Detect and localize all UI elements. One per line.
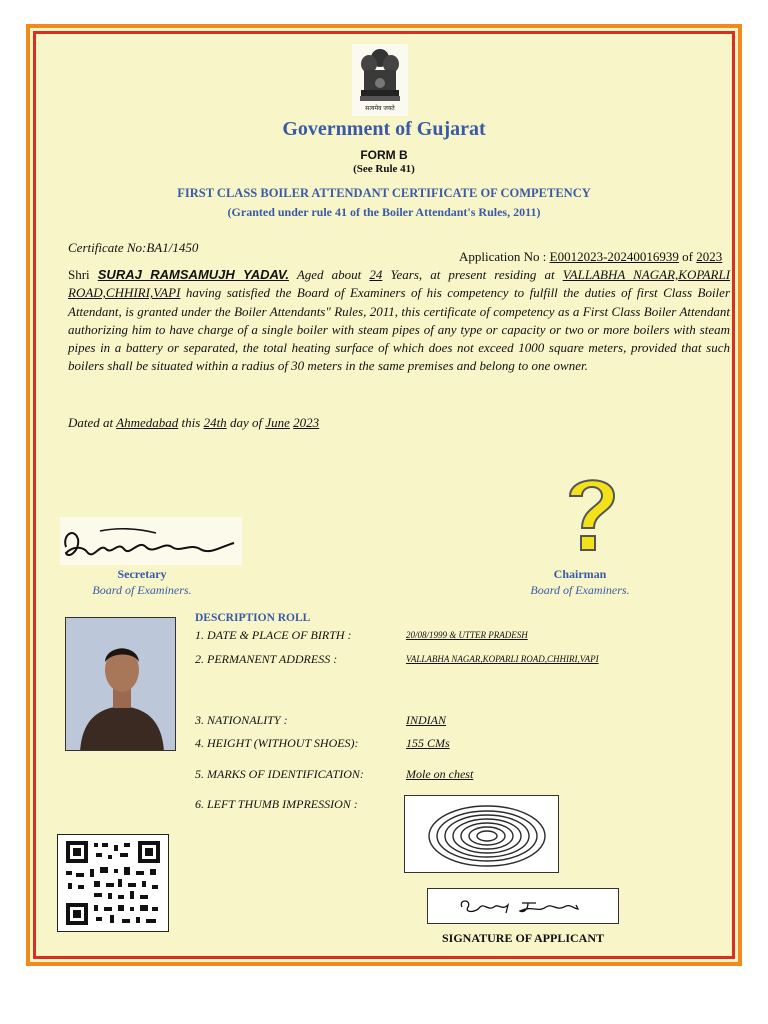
rule-reference: (See Rule 41) bbox=[353, 163, 415, 175]
application-year: 2023 bbox=[696, 249, 723, 264]
roll-value-birth: 20/08/1999 & UTTER PRADESH bbox=[406, 630, 528, 640]
chairman-title: Chairman bbox=[553, 567, 607, 581]
page-title: Government of Gujarat bbox=[282, 118, 486, 140]
question-mark-icon bbox=[556, 470, 626, 560]
dated-line bbox=[68, 415, 319, 431]
certificate-body bbox=[68, 266, 730, 376]
chairman-board: Board of Examiners. bbox=[530, 583, 630, 597]
roll-label-address: 2. PERMANENT ADDRESS : bbox=[195, 652, 338, 666]
holder-address: VALLABHA NAGAR,KOPARLI ROAD,CHHIRI,VAPI bbox=[68, 267, 731, 301]
application-of: of bbox=[682, 249, 694, 264]
dated-year: 2023 bbox=[293, 415, 320, 430]
roll-label-marks: 5. MARKS OF IDENTIFICATION: bbox=[195, 767, 364, 781]
shri-prefix: Shri bbox=[68, 267, 90, 282]
thumb-impression bbox=[404, 795, 559, 873]
roll-value-height: 155 CMs bbox=[406, 736, 450, 750]
residing-text: Years, at present residing at bbox=[390, 267, 555, 282]
holder-name: SURAJ RAMSAMUJH YADAV. bbox=[97, 267, 289, 282]
secretary-signature bbox=[60, 517, 242, 565]
application-number-value: E0012023-20240016939 bbox=[549, 249, 679, 264]
applicant-signature-label: SIGNATURE OF APPLICANT bbox=[441, 931, 605, 945]
dated-prefix: Dated at bbox=[68, 415, 114, 430]
national-emblem-icon bbox=[352, 44, 408, 116]
dated-place: Ahmedabad bbox=[116, 415, 179, 430]
application-number bbox=[459, 249, 722, 265]
aged-about: Aged about bbox=[296, 267, 362, 282]
secretary-title: Secretary bbox=[117, 567, 167, 581]
certificate-subheading: (Granted under rule 41 of the Boiler Attendant's Rules, 2011) bbox=[227, 205, 541, 219]
dated-day: 24th bbox=[203, 415, 227, 430]
certificate-terms: having satisfied the Board of Examiners of his competency to fulfill the duties of first Class Boiler Attendant, is granted under the Boiler Attendants" Rules, 2011, this certificate of competency as a First Class Boiler Attendant authorizing him to have charge of a single boiler with steam pipes of any type or capacity or two or more boilers with steam pipes in a battery or separated, the total heating surface of which does not exceed 1000 square meters, provided that such boilers shall be situated within a radius of 30 meters in the same premises and belong to one owner. bbox=[68, 285, 730, 374]
emblem-caption: सत्यमेव जयते bbox=[365, 105, 395, 112]
secretary-board: Board of Examiners. bbox=[92, 583, 192, 597]
description-roll-title: DESCRIPTION ROLL bbox=[195, 612, 311, 624]
applicant-signature bbox=[427, 888, 619, 924]
roll-value-address: VALLABHA NAGAR,KOPARLI ROAD,CHHIRI,VAPI bbox=[406, 654, 599, 664]
form-label: FORM B bbox=[360, 148, 408, 162]
qr-code bbox=[57, 834, 169, 932]
applicant-photo bbox=[65, 617, 176, 751]
roll-value-marks: Mole on chest bbox=[406, 767, 474, 781]
dated-this: this bbox=[181, 415, 201, 430]
roll-value-nationality: INDIAN bbox=[406, 713, 446, 727]
holder-age: 24 bbox=[369, 267, 383, 282]
dated-month: June bbox=[265, 415, 290, 430]
dated-day-of: day of bbox=[229, 415, 263, 430]
roll-label-thumb: 6. LEFT THUMB IMPRESSION : bbox=[195, 797, 358, 811]
application-number-label: Application No : bbox=[459, 249, 547, 264]
certificate-heading: FIRST CLASS BOILER ATTENDANT CERTIFICATE OF COMPETENCY bbox=[177, 186, 591, 200]
certificate-number: Certificate No:BA1/1450 bbox=[68, 240, 199, 255]
roll-label-height: 4. HEIGHT (WITHOUT SHOES): bbox=[195, 736, 359, 750]
roll-label-nationality: 3. NATIONALITY : bbox=[195, 713, 288, 727]
roll-label-birth: 1. DATE & PLACE OF BIRTH : bbox=[195, 628, 352, 642]
